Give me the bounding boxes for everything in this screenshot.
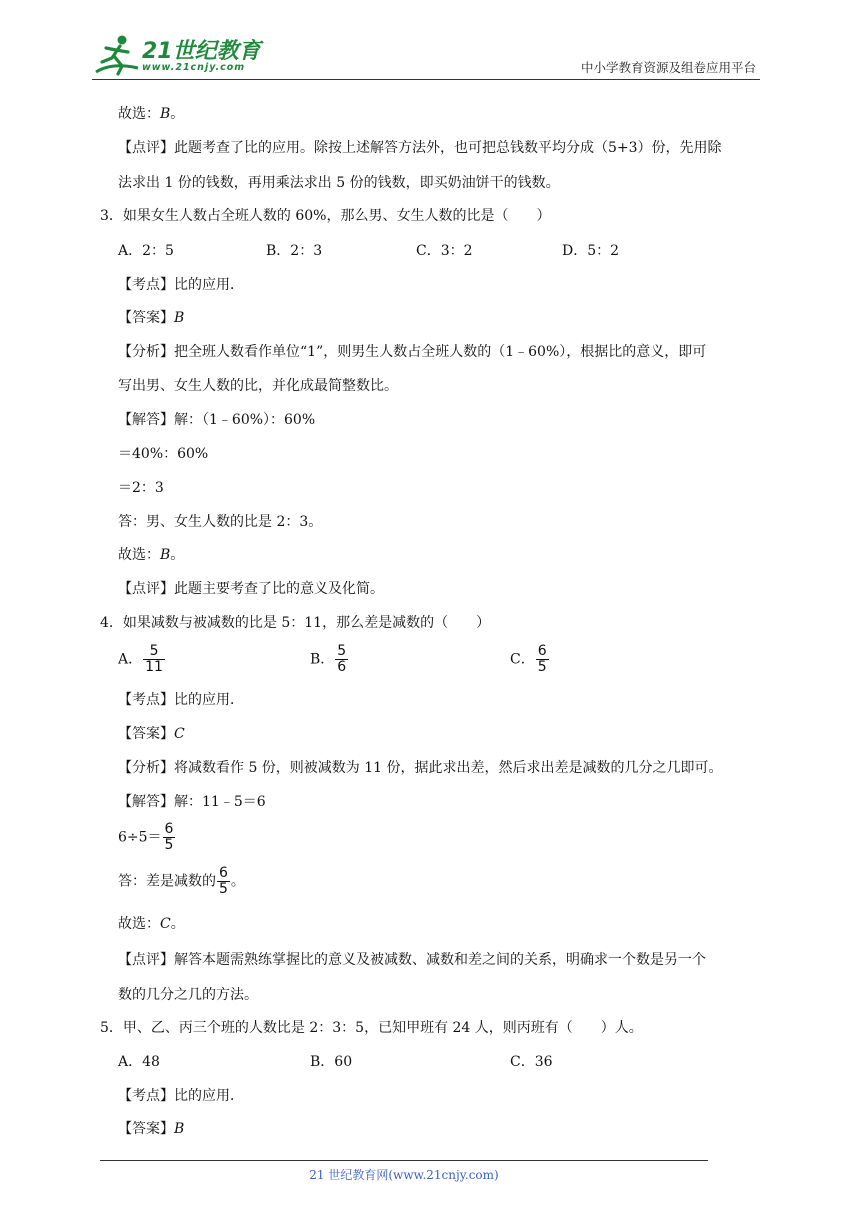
option-c: C．36 bbox=[510, 1054, 553, 1070]
answer-choice-line: 故选：B。 bbox=[118, 106, 185, 122]
fraction: $\frac{5}{11}$ bbox=[145, 643, 163, 675]
fraction: $\frac{5}{6}$ bbox=[337, 643, 347, 675]
page-header bbox=[92, 30, 760, 80]
knowledge-point: 【考点】比的应用． bbox=[118, 692, 244, 708]
option-b: B．60 bbox=[310, 1054, 353, 1070]
knowledge-point: 【考点】比的应用． bbox=[118, 1088, 244, 1104]
analysis-line: 【分析】把全班人数看作单位“1”，则男生人数占全班人数的（1﹣60%），根据比的意义，即可 bbox=[118, 344, 707, 360]
option-b: B．2：3 bbox=[266, 243, 323, 259]
fraction: $\frac{6}{5}$ bbox=[537, 643, 547, 675]
question-4: 4．如果减数与被减数的比是 5：11，那么差是减数的（ ） bbox=[100, 615, 491, 631]
answer: 【答案】B bbox=[118, 310, 185, 326]
brand-name: 21世纪教育 bbox=[142, 39, 261, 64]
option-a: A．48 bbox=[118, 1054, 160, 1070]
header-divider bbox=[92, 79, 760, 80]
solution-line: 6÷5＝ $\frac{6}{5}$ bbox=[118, 821, 174, 853]
option-c: C． $\frac{6}{5}$ bbox=[510, 643, 547, 675]
question-5: 5．甲、乙、丙三个班的人数比是 2：3：5，已知甲班有 24 人，则丙班有（ ）人。 bbox=[100, 1020, 643, 1036]
footer-link[interactable]: 21 世纪教育网(www.21cnjy.com) bbox=[309, 1168, 499, 1182]
option-a: A．2：5 bbox=[118, 243, 174, 259]
analysis-line: 写出男、女生人数的比，并化成最简整数比。 bbox=[118, 378, 398, 394]
solution-line: ＝2：3 bbox=[118, 480, 164, 496]
analysis-line: 【分析】将减数看作 5 份，则被减数为 11 份，据此求出差，然后求出差是减数的几分之几即可。 bbox=[118, 760, 723, 776]
fraction: $\frac{6}{5}$ bbox=[219, 865, 228, 897]
solution-line: ＝40%：60% bbox=[118, 446, 209, 462]
solution-line: 答：差是减数的 $\frac{6}{5}$ 。 bbox=[118, 865, 245, 897]
option-b: B． $\frac{5}{6}$ bbox=[310, 643, 347, 675]
question-3: 3．如果女生人数占全班人数的 60%，那么男、女生人数的比是（ ） bbox=[100, 208, 551, 224]
solution-line: 答：男、女生人数的比是 2：3。 bbox=[118, 514, 323, 530]
platform-title: 中小学教育资源及组卷应用平台 bbox=[580, 60, 756, 75]
option-a: A． $\frac{5}{11}$ bbox=[118, 643, 163, 675]
option-c: C．3：2 bbox=[416, 243, 473, 259]
fraction: $\frac{6}{5}$ bbox=[164, 821, 174, 853]
answer: 【答案】B bbox=[118, 1121, 185, 1137]
brand-url[interactable]: www.21cnjy.com bbox=[142, 62, 246, 73]
footer-divider bbox=[100, 1160, 708, 1161]
comment-line: 数的几分之几的方法。 bbox=[118, 987, 258, 1003]
knowledge-point: 【考点】比的应用． bbox=[118, 277, 244, 293]
answer-choice-line: 故选：B。 bbox=[118, 547, 185, 563]
comment-line: 【点评】此题考查了比的应用。除按上述解答方法外，也可把总钱数平均分成（5+3）份，先用除 bbox=[118, 140, 722, 156]
logo bbox=[92, 32, 272, 78]
answer: 【答案】C bbox=[118, 726, 185, 742]
running-figure-icon bbox=[92, 32, 144, 78]
answer-choice-line: 故选：C。 bbox=[118, 916, 185, 932]
comment-line: 法求出 1 份的钱数，再用乘法求出 5 份的钱数，即买奶油饼干的钱数。 bbox=[118, 175, 560, 191]
option-d: D．5：2 bbox=[562, 243, 620, 259]
solution-line: 【解答】解：（1﹣60%）：60% bbox=[118, 412, 316, 428]
solution-line: 【解答】解：11﹣5＝6 bbox=[118, 794, 266, 810]
comment-line: 【点评】解答本题需熟练掌握比的意义及被减数、减数和差之间的关系，明确求一个数是另一个 bbox=[118, 952, 706, 968]
comment-line: 【点评】此题主要考查了比的意义及化简。 bbox=[118, 581, 384, 597]
